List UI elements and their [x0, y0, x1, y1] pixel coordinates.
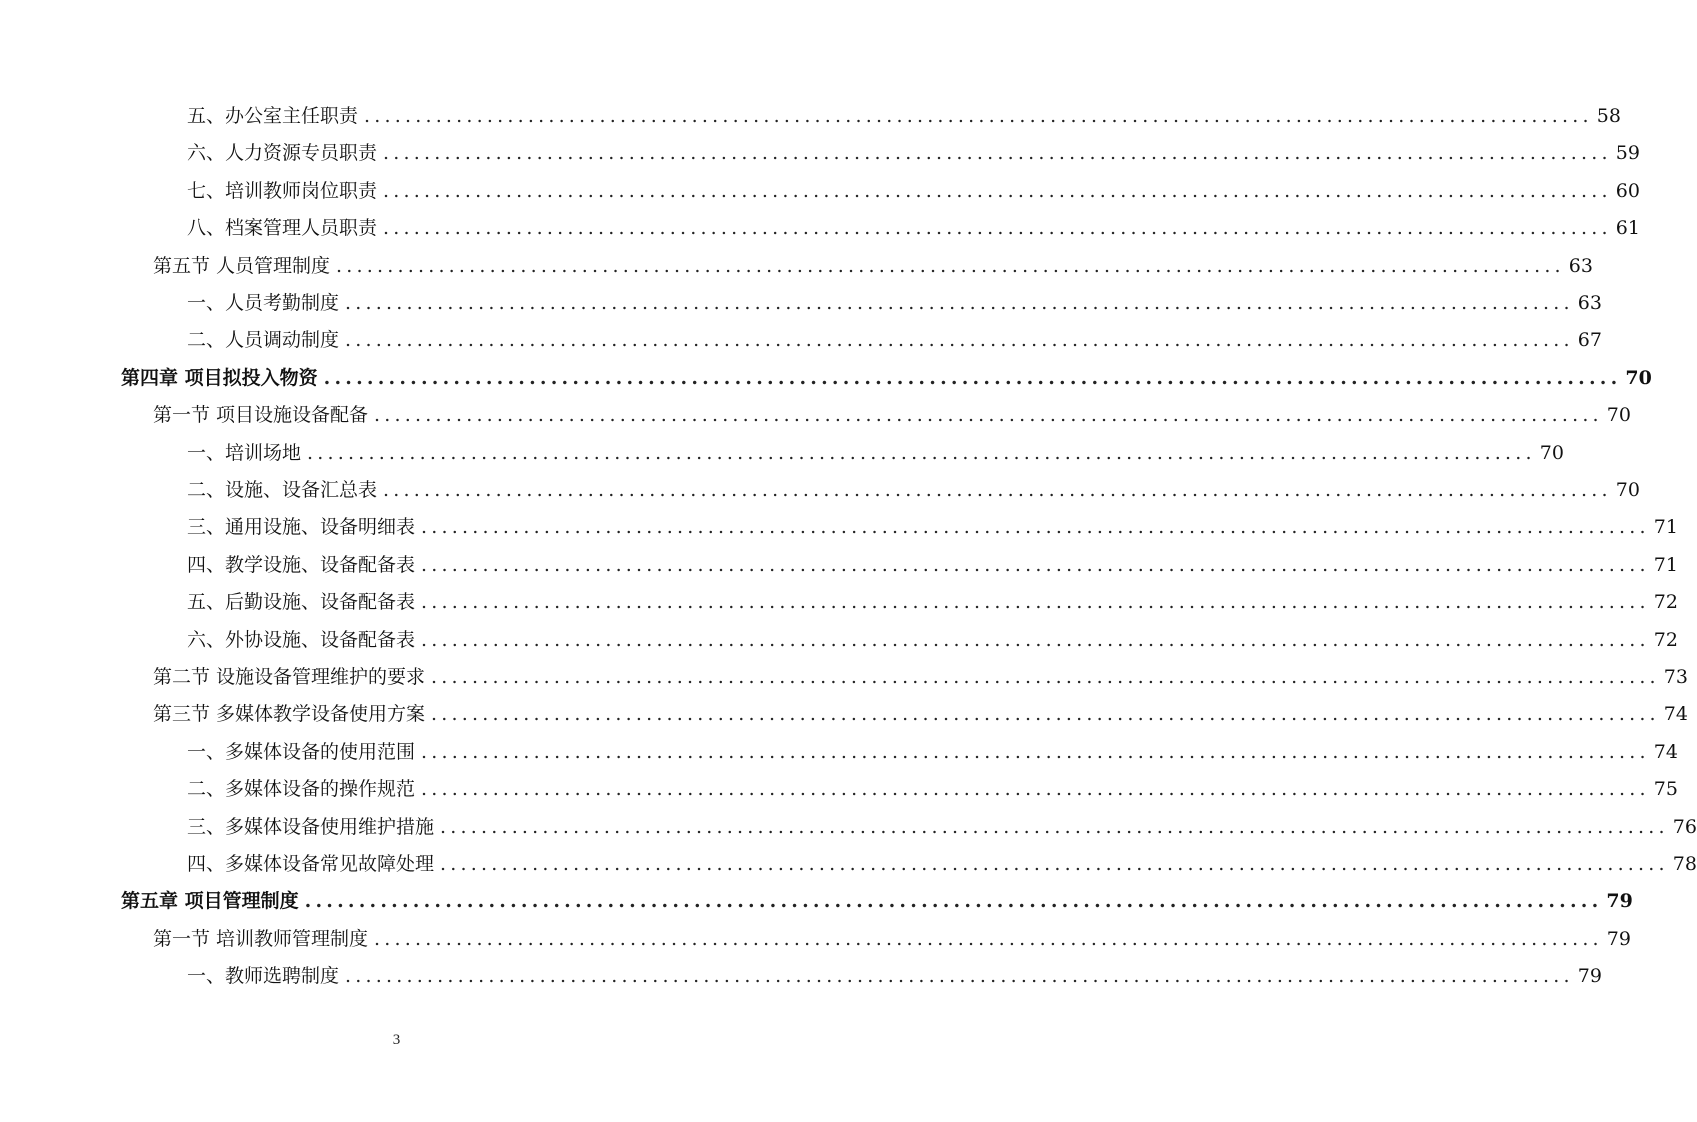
toc-entry-item[interactable] [187, 210, 1640, 247]
toc-entry-page: 70 [1615, 479, 1640, 501]
toc-entry-page: 60 [1615, 179, 1640, 202]
toc-entry-page: 75 [1653, 778, 1678, 801]
toc-entry-item[interactable] [187, 584, 1678, 621]
toc-leader-dots: ........................................................................................................................ [374, 404, 1603, 427]
toc-leader-dots: ........................................................................................................................ [421, 778, 1650, 801]
toc-entry-page: 61 [1615, 217, 1640, 240]
toc-leader-dots: ........................................................................................................................ [440, 853, 1669, 875]
toc-entry-item[interactable] [187, 435, 1564, 472]
toc-entry-page: 79 [1606, 890, 1633, 913]
toc-entry-label: 五、后勤设施、设备配备表 [187, 591, 416, 614]
toc-entry-label: 第四章 项目拟投入物资 [121, 366, 318, 389]
toc-entry-label: 第二节 设施设备管理维护的要求 [153, 666, 426, 688]
toc-entry-page: 70 [1539, 441, 1564, 464]
toc-entry-item[interactable] [187, 285, 1602, 322]
toc-leader-dots: ........................................................................................................................ [374, 927, 1603, 950]
toc-leader-dots: ........................................................................................................................ [421, 740, 1650, 763]
toc-entry-section[interactable] [153, 659, 1688, 696]
toc-entry-page: 63 [1568, 254, 1593, 277]
toc-entry-page: 74 [1663, 703, 1688, 726]
toc-leader-dots: ........................................................................................................................ [364, 105, 1593, 127]
toc-leader-dots: ........................................................................................................................ [421, 591, 1650, 614]
toc-entry-label: 三、通用设施、设备明细表 [187, 516, 416, 539]
toc-entry-page: 74 [1653, 740, 1678, 763]
toc-leader-dots: ........................................................................................................................ [440, 815, 1669, 838]
page-number: 3 [392, 1032, 401, 1048]
toc-entry-item[interactable] [187, 322, 1602, 359]
toc-entry-label: 二、多媒体设备的操作规范 [187, 778, 416, 801]
toc-entry-item[interactable] [187, 98, 1621, 135]
toc-leader-dots: ........................................................................................................................ [431, 666, 1660, 688]
toc-entry-chapter[interactable] [121, 360, 1652, 397]
toc-leader-dots: ........................................................................................................................ [431, 703, 1660, 726]
toc-entry-label: 四、多媒体设备常见故障处理 [187, 853, 435, 875]
toc-entry-label: 四、教学设施、设备配备表 [187, 553, 416, 576]
toc-entry-label: 第一节 培训教师管理制度 [153, 927, 369, 950]
toc-entry-item[interactable] [187, 547, 1678, 584]
toc-leader-dots: ........................................................................................................................ [345, 292, 1574, 314]
toc-entry-section[interactable] [153, 397, 1631, 434]
toc-leader-dots: ........................................................................................................................ [345, 965, 1574, 988]
toc-entry-page: 72 [1653, 628, 1678, 651]
toc-entry-section[interactable] [153, 921, 1631, 958]
toc-leader-dots: ........................................................................................................................ [323, 366, 1622, 389]
toc-entry-item[interactable] [187, 809, 1697, 846]
toc-entry-section[interactable] [153, 696, 1688, 733]
toc-entry-label: 第三节 多媒体教学设备使用方案 [153, 703, 426, 726]
toc-entry-item[interactable] [187, 135, 1640, 172]
toc-leader-dots: ........................................................................................................................ [345, 329, 1574, 352]
toc-entry-label: 六、人力资源专员职责 [187, 142, 378, 165]
toc-leader-dots: ........................................................................................................................ [304, 890, 1603, 913]
toc-leader-dots: ........................................................................................................................ [307, 441, 1536, 464]
toc-entry-item[interactable] [187, 622, 1678, 659]
toc-entry-label: 第五章 项目管理制度 [121, 890, 299, 913]
toc-entry-label: 第一节 项目设施设备配备 [153, 404, 369, 427]
toc-entry-page: 73 [1663, 666, 1688, 688]
toc-entry-page: 59 [1615, 142, 1640, 165]
toc-entry-item[interactable] [187, 958, 1602, 995]
toc-entry-page: 63 [1577, 292, 1602, 314]
toc-entry-item[interactable] [187, 173, 1640, 210]
toc-entry-page: 70 [1606, 404, 1631, 427]
toc-entry-page: 67 [1577, 329, 1602, 352]
toc-entry-page: 76 [1672, 815, 1697, 838]
toc-entry-label: 七、培训教师岗位职责 [187, 179, 378, 202]
toc-entry-label: 六、外协设施、设备配备表 [187, 628, 416, 651]
toc-leader-dots: ........................................................................................................................ [383, 479, 1612, 501]
toc-leader-dots: ........................................................................................................................ [383, 179, 1612, 202]
toc-entry-page: 79 [1606, 927, 1631, 950]
toc-leader-dots: ........................................................................................................................ [421, 516, 1650, 539]
toc-entry-page: 79 [1577, 965, 1602, 988]
toc-entry-page: 78 [1672, 853, 1697, 875]
toc-leader-dots: ........................................................................................................................ [421, 628, 1650, 651]
toc-leader-dots: ........................................................................................................................ [383, 217, 1612, 240]
toc-entry-page: 70 [1625, 366, 1652, 389]
toc-entry-label: 五、办公室主任职责 [187, 105, 359, 127]
toc-entry-page: 71 [1653, 553, 1678, 576]
toc-entry-label: 二、人员调动制度 [187, 329, 340, 352]
toc-entry-label: 一、多媒体设备的使用范围 [187, 740, 416, 763]
toc-entry-item[interactable] [187, 771, 1678, 808]
toc-entry-label: 二、设施、设备汇总表 [187, 479, 378, 501]
toc-leader-dots: ........................................................................................................................ [421, 553, 1650, 576]
toc-entry-page: 71 [1653, 516, 1678, 539]
toc-leader-dots: ........................................................................................................................ [383, 142, 1612, 165]
toc-entry-label: 一、培训场地 [187, 441, 302, 464]
toc-entry-item[interactable] [187, 846, 1697, 883]
toc-entry-section[interactable] [153, 248, 1593, 285]
toc-entry-label: 一、人员考勤制度 [187, 292, 340, 314]
toc-entry-page: 58 [1596, 105, 1621, 127]
toc-entry-label: 一、教师选聘制度 [187, 965, 340, 988]
toc-entry-label: 第五节 人员管理制度 [153, 254, 331, 277]
toc-entry-chapter[interactable] [121, 883, 1633, 920]
toc-leader-dots: ........................................................................................................................ [336, 254, 1565, 277]
toc-entry-item[interactable] [187, 509, 1678, 546]
toc-entry-label: 三、多媒体设备使用维护措施 [187, 815, 435, 838]
toc-entry-item[interactable] [187, 472, 1640, 509]
toc-entry-label: 八、档案管理人员职责 [187, 217, 378, 240]
toc-entry-page: 72 [1653, 591, 1678, 614]
toc-entry-item[interactable] [187, 734, 1678, 771]
